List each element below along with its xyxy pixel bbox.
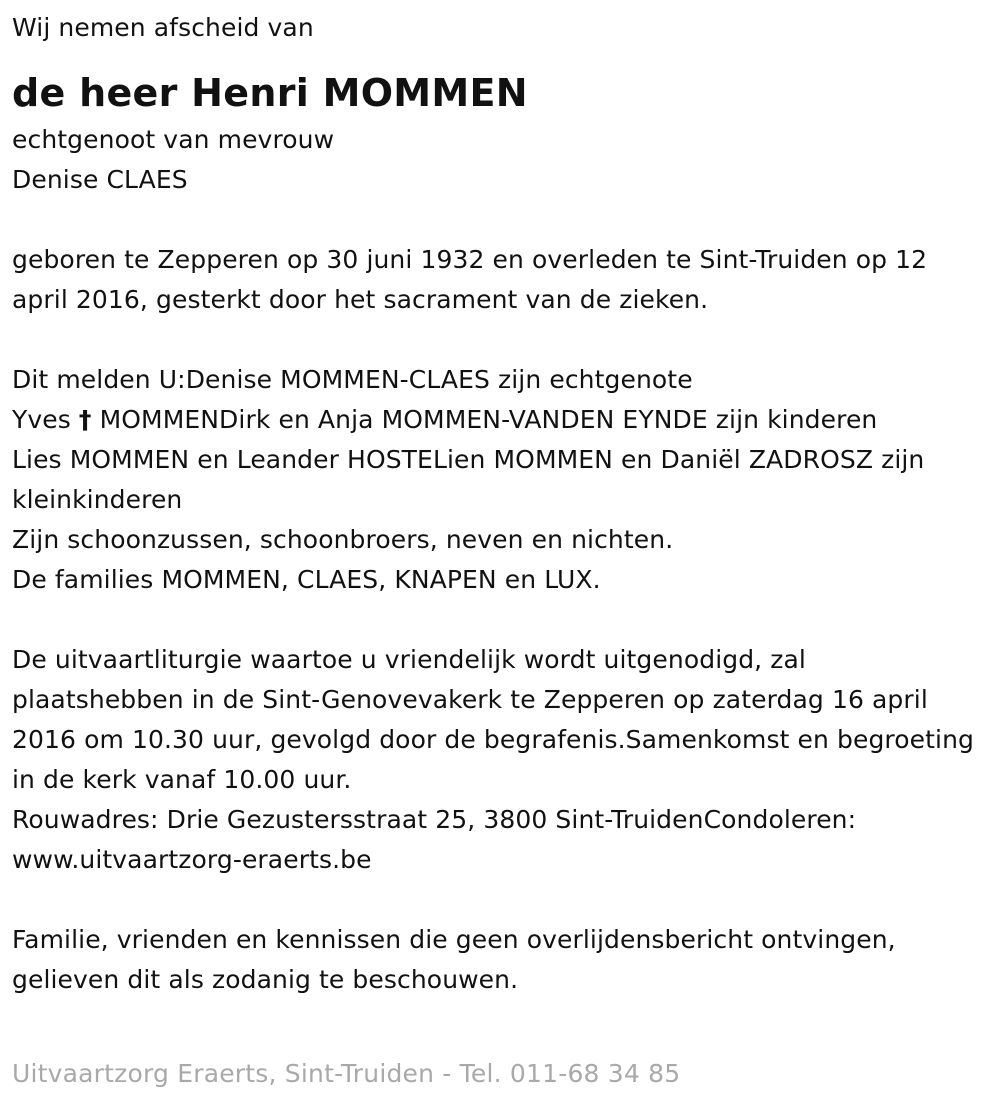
spacer	[12, 200, 988, 240]
family-line-spouse: Dit melden U:Denise MOMMEN-CLAES zijn echtgenote	[12, 365, 693, 394]
funeral-paragraph: De uitvaartliturgie waartoe u vriendelijk wordt uitgenodigd, zal plaatshebben in de Sint-Genovevakerk te Zepperen op zaterdag 16 april 2016 om 10.30 uur, gevolgd door de begrafenis.Samenkomst en begroeting in de kerk vanaf 10.00 uur.	[12, 645, 974, 794]
family-line-families: De families MOMMEN, CLAES, KNAPEN en LUX.	[12, 565, 601, 594]
spacer	[12, 600, 988, 640]
cross-icon: †	[78, 405, 92, 434]
spouse-line-1: echtgenoot van mevrouw	[12, 125, 335, 154]
spacer	[12, 880, 988, 920]
family-line-children-rest: MOMMENDirk en Anja MOMMEN-VANDEN EYNDE zijn kinderen	[91, 405, 878, 434]
spacer	[12, 320, 988, 360]
funeral-home-footer: Uitvaartzorg Eraerts, Sint-Truiden - Tel. 011-68 34 85	[12, 1059, 681, 1088]
intro-text: Wij nemen afscheid van	[12, 13, 314, 42]
family-line-in-laws: Zijn schoonzussen, schoonbroers, neven en nichten.	[12, 525, 674, 554]
deceased-name: de heer Henri MOMMEN	[12, 71, 528, 115]
closing-paragraph: Familie, vrienden en kennissen die geen overlijdensbericht ontvingen, gelieven dit als zodanig te beschouwen.	[12, 925, 896, 994]
family-line-children	[12, 400, 988, 440]
birth-death-paragraph: geboren te Zepperen op 30 juni 1932 en overleden te Sint-Truiden op 12 april 2016, gesterkt door het sacrament van de zieken.	[12, 245, 928, 314]
address-paragraph: Rouwadres: Drie Gezustersstraat 25, 3800 Sint-TruidenCondoleren: www.uitvaartzorg-eraerts.be	[12, 805, 857, 874]
spouse-line-2: Denise CLAES	[12, 165, 188, 194]
family-line-grandchildren: Lies MOMMEN en Leander HOSTELien MOMMEN en Daniël ZADROSZ zijn kleinkinderen	[12, 445, 925, 514]
family-line-children-start: Yves	[12, 405, 79, 434]
